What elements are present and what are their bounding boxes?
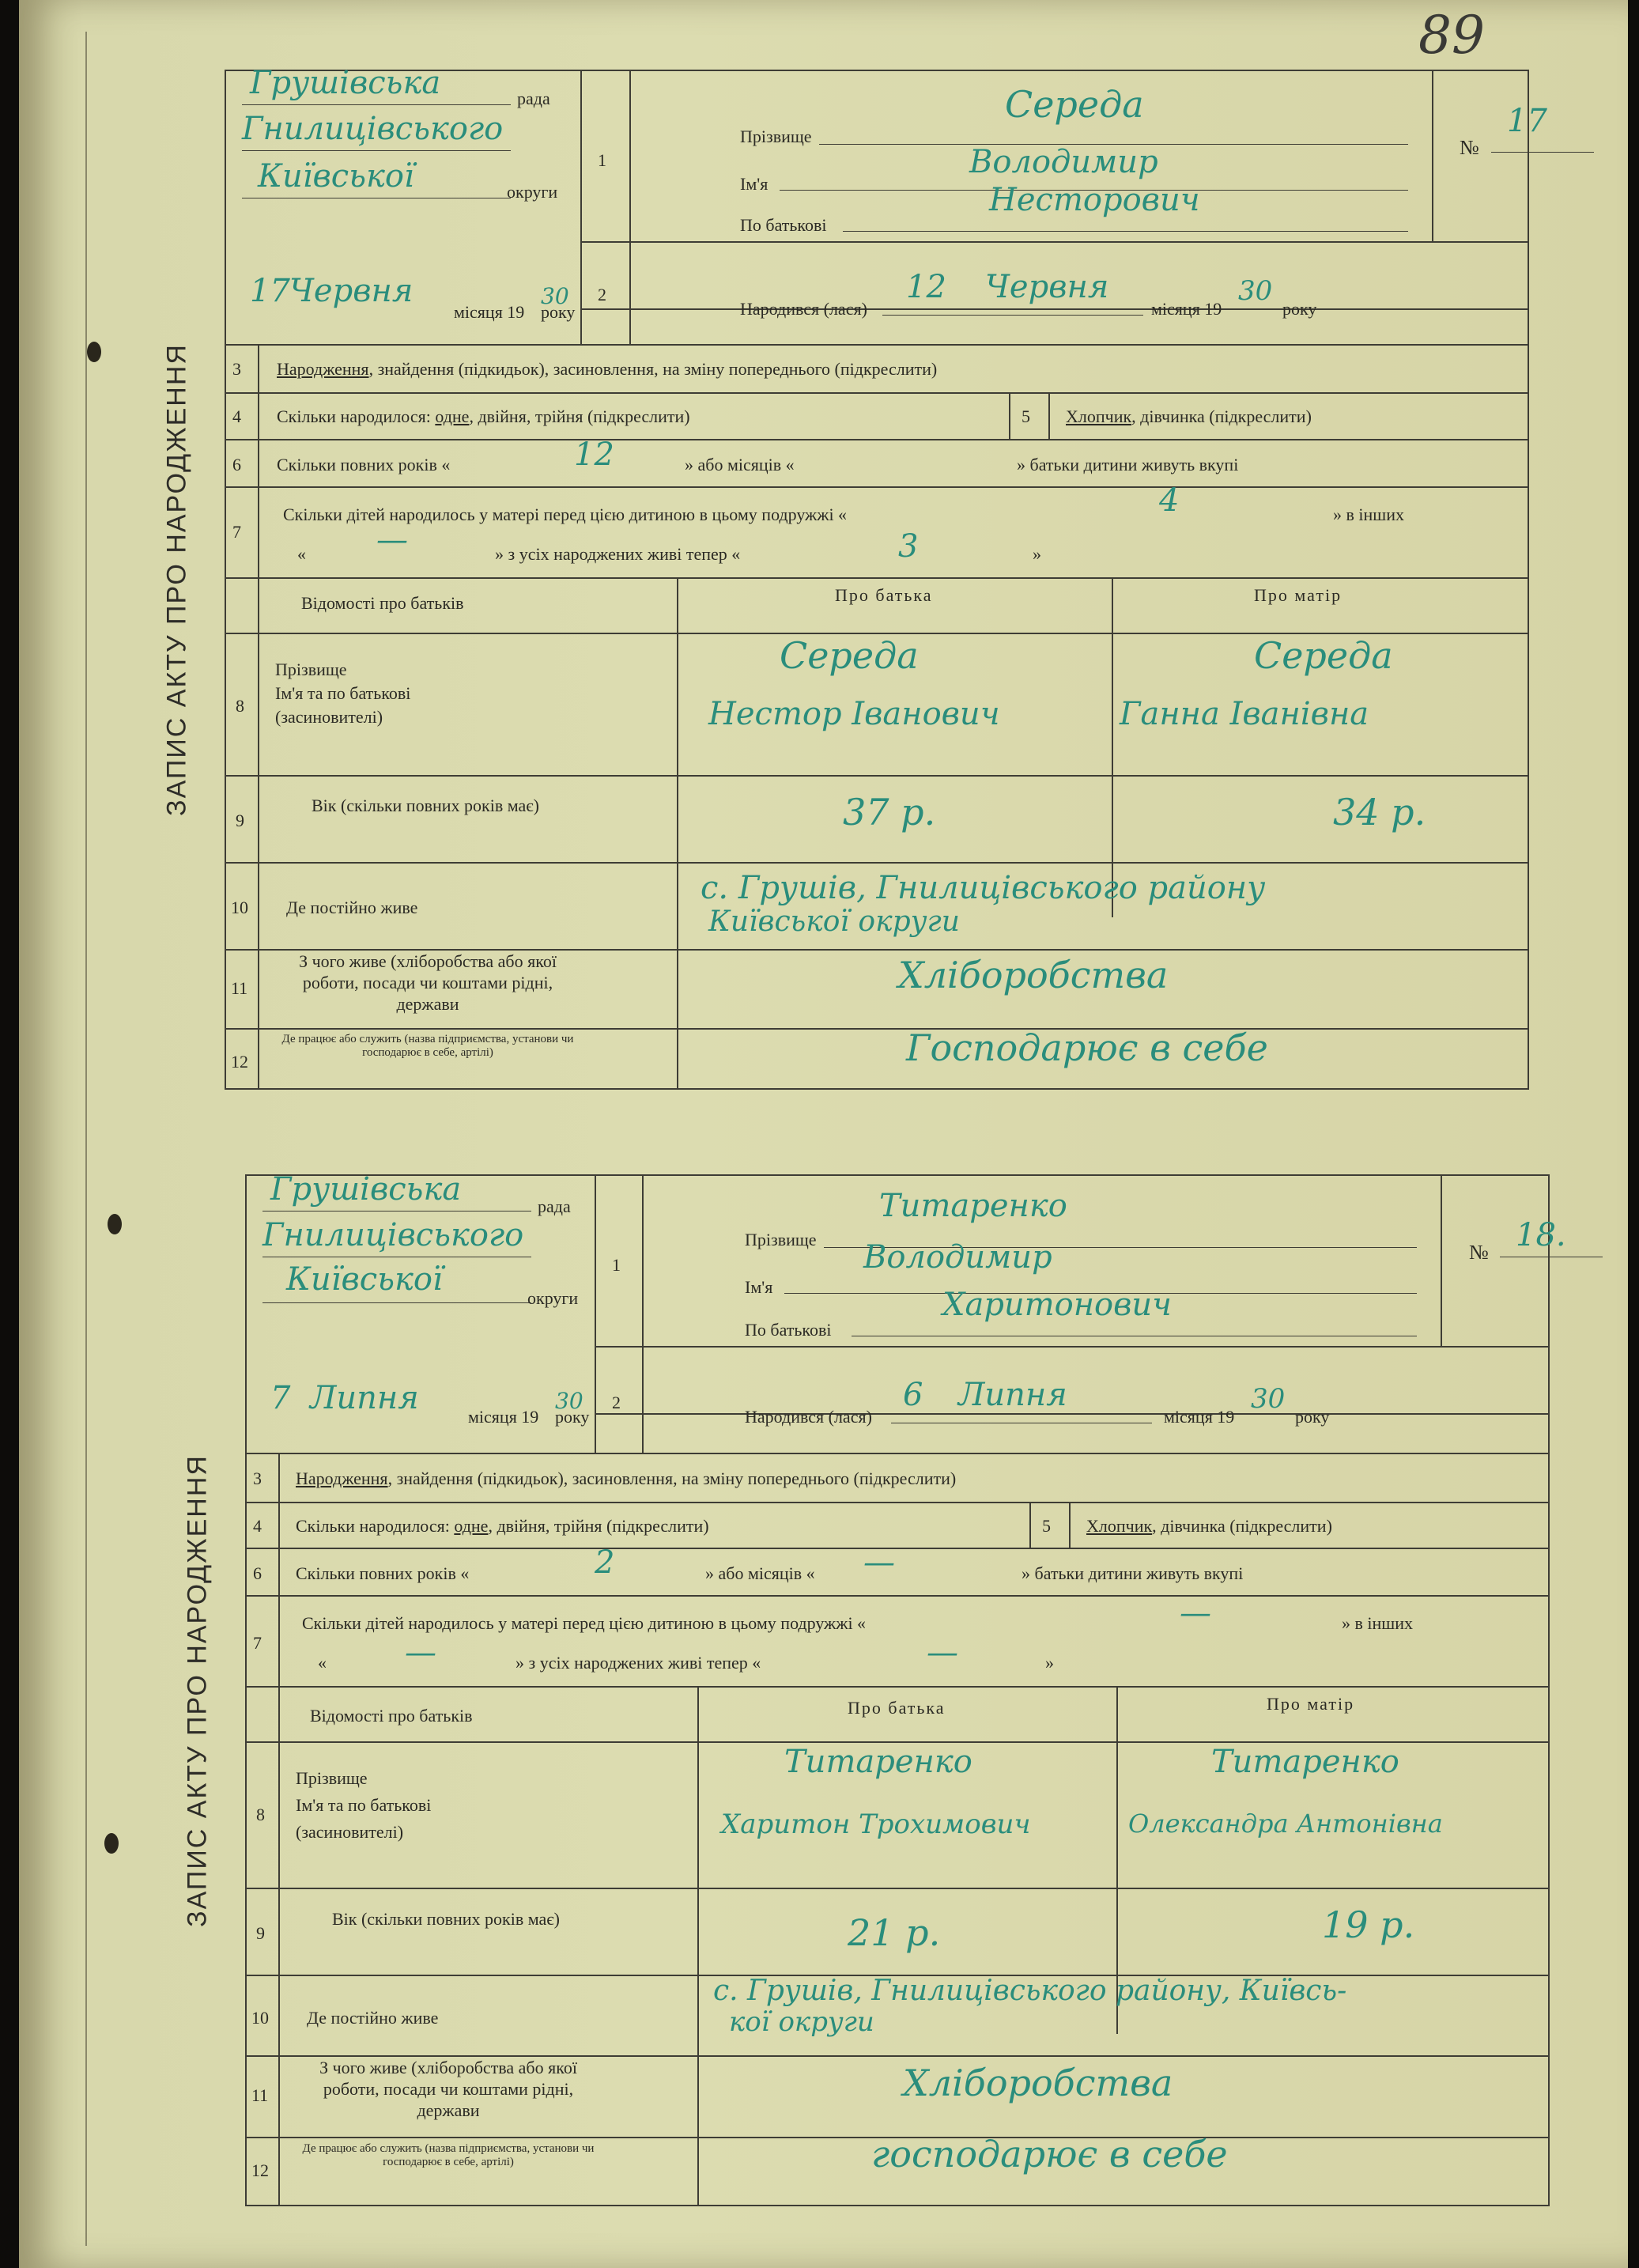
row3-text: Народження, знайдення (підкидьок), засиновлення, на зміну попереднього (підкреслити) [277,359,938,379]
row7-label-e: » [1033,544,1041,564]
workplace: господарює в себе [871,2133,1228,2175]
page-number: 89 [1418,5,1485,66]
record-form-grid: Грушівська рада Гнилицівського Київської округи 7 Липня місяця 19 30 року 1 2 Прізвище Титаренко Ім'я Володимир По батькові Харитонович № 18. Народився (лася) 6 Липня місяця 19 30 року 3 Народження, знайдення (підкидьок), засиновлення, на зміну попереднього (підкреслити) 4 Скільки народилося: одне, двійня, трійня (підкреслити) 5 Хлопчик, дівчинка (підкреслити) 6 Скільки повних років « 2 » або місяців « — » батьки дитини живуть вкупі 7 Скільки дітей народилось у матері перед цією дитиною в цьому подружжі « — » в інших « — » з усіх народжених живі тепер « — » Відомості про батьків Про батька Про матір 8 Прізвище Ім'я та по батькові (засиновителі) Титаренко Харитон Трохимович Титаренко Олександра Антонівна 9 Вік (скільки повних років має) 21 р. 19 р. 10 Де постійно живе с. Грушів, Гнилицівського району, Київсь- кої округи 11 З чого живе (хліборобства або якої роботи, посади чи коштами рідні, держави Хліборобства 12 Де працює або служить (назва підприємства, установи чи господарює в себе, артілі) господарює в себе [245,1174,1550,2206]
patronymic-label: По батькові [740,215,827,235]
years-together: 12 [574,437,614,473]
birth-day: 12 [906,269,946,305]
row7-label-c: « [297,544,306,564]
row7-label-a: Скільки дітей народилось у матері перед цією дитиною в цьому подружжі « [302,1613,867,1633]
patronymic-value: Харитонович [942,1287,1173,1323]
occupation: Хліборобства [898,954,1169,996]
surname-label: Прізвище [740,127,812,146]
mother-surname: Середа [1254,634,1393,677]
birth-month: Червня [985,269,1109,305]
children-before: — [1180,1595,1211,1631]
row8-label: Прізвище Ім'я та по батькові (засиновителі) [275,660,411,727]
name-value: Володимир [969,144,1158,180]
row6-label-b: » або місяців « [705,1563,815,1583]
row5-text: Хлопчик, дівчинка (підкреслити) [1086,1516,1332,1536]
row10-label: Де постійно живе [286,898,418,917]
row4-text: Скільки народилося: одне, двійня, трійня (підкреслити) [296,1516,709,1536]
father-age: 21 р. [848,1911,941,1954]
okruga-value: Київської [286,1261,443,1298]
children-before: 4 [1159,482,1180,519]
row9-label: Вік (скільки повних років має) [331,1909,561,1929]
rada-label: рада [538,1196,571,1216]
born-month-label: місяця 19 [1164,1407,1235,1427]
mother-age: 19 р. [1322,1903,1415,1946]
parents-header: Відомості про батьків [310,1706,473,1726]
surname-value: Середа [1005,83,1144,126]
row7-label-a: Скільки дітей народилось у матері перед цією дитиною в цьому подружжі « [283,505,848,524]
rayon-value: Гнилицівського [242,111,504,147]
registration-year: 30 [555,1388,583,1414]
row12-label: Де працює або служить (назва підприємства, установи чи господарює в себе, артілі) [302,2142,595,2168]
punch-hole [108,1214,122,1234]
record-form-grid: Грушівська рада Гнилицівського Київської округи 17 Червня місяця 19 30 року 1 2 Прізвище Середа Ім'я Володимир По батькові Несторович № 17 Народився (лася) 12 Червня місяця 19 30 року 3 Народження, знайдення (підкидьок), засиновлення, на зміну попереднього (підкреслити) 4 Скільки народилося: одне, двійня, трійня (підкреслити) 5 Хлопчик, дівчинка (підкреслити) 6 Скільки повних років « 12 » або місяців « » батьки дитини живуть вкупі 7 Скільки дітей народилось у матері перед цією дитиною в цьому подружжі « 4 » в інших « — » з усіх народжених живі тепер « 3 » Відомості про батьків Про батька Про матір 8 Прізвище Ім'я та по батькові (засиновителі) Середа Нестор Іванович Середа Ганна Іванівна 9 Вік (скільки повних років має) 37 р. 34 р. 10 Де постійно живе с. Грушів, Гнилицівського району Київської округи 11 З чого живе (хліборобства або якої роботи, посади чи коштами рідні, держави Хліборобства 12 Де працює або служить (назва підприємства, установи чи господарює в себе, артілі) Господарює в себе [225,70,1529,1090]
father-name: Нестор Іванович [708,696,1000,732]
row7-label-b: » в інших [1333,505,1404,524]
row6-label-b: » або місяців « [685,455,795,474]
born-label: Народився (лася) [745,1407,872,1427]
row8-label: Прізвище Ім'я та по батькові (засиновителі) [296,1768,432,1842]
children-other: — [376,522,408,558]
registration-month: Липня [310,1380,419,1416]
birth-record-1 [130,65,1547,1090]
residence-line-1: с. Грушів, Гнилицівського району [701,870,1266,906]
row4-text: Скільки народилося: одне, двійня, трійня (підкреслити) [277,406,690,426]
name-value: Володимир [863,1239,1052,1276]
born-year-label: року [1282,299,1317,319]
row3-text: Народження, знайдення (підкидьок), засиновлення, на зміну попереднього (підкреслити) [296,1469,957,1488]
born-label: Народився (лася) [740,299,867,319]
years-together: 2 [595,1544,615,1581]
row10-label: Де постійно живе [307,2008,439,2028]
father-header: Про батька [835,585,933,605]
okruga-label: округи [527,1288,579,1308]
mother-name: Олександра Антонівна [1128,1809,1443,1839]
months-together: — [863,1544,895,1581]
rada-value: Грушівська [250,65,441,101]
row7-label-b: » в інших [1342,1613,1413,1633]
registration-day: 7 [270,1380,291,1416]
record-side-title: ЗАПИС АКТУ ПРО НАРОДЖЕННЯ [150,1174,247,2206]
birth-day: 6 [903,1377,923,1413]
row7-label-d: » з усіх народжених живі тепер « [515,1653,761,1673]
occupation: Хліборобства [903,2062,1173,2104]
okruga-label: округи [507,182,558,202]
rayon-value: Гнилицівського [262,1217,524,1253]
mother-header: Про матір [1267,1694,1355,1714]
surname-value: Титаренко [879,1188,1067,1224]
row9-label: Вік (скільки повних років має) [311,796,540,815]
okruga-value: Київської [258,158,414,195]
mother-age: 34 р. [1333,791,1426,833]
row5-text: Хлопчик, дівчинка (підкреслити) [1066,406,1312,426]
record-number-label: № [1469,1241,1489,1264]
month-label: місяця 19 [468,1407,539,1427]
row7-label-e: » [1045,1653,1054,1673]
registration-month: Червня [289,273,414,309]
record-number-label: № [1460,136,1479,159]
month-label: місяця 19 [454,302,525,322]
row7-label-d: » з усіх народжених живі тепер « [495,544,741,564]
residence-line-1: с. Грушів, Гнилицівського району, Київсь- [713,1975,1347,2007]
row11-label: З чого живе (хліборобства або якої роботи, посади чи коштами рідні, держави [299,951,557,1014]
mother-header: Про матір [1254,585,1343,605]
row11-label: З чого живе (хліборобства або якої роботи, посади чи коштами рідні, держави [319,2058,577,2120]
binding-edge [85,32,87,2246]
mother-name: Ганна Іванівна [1120,696,1369,732]
year-label: року [555,1407,590,1427]
birth-record-2 [150,1171,1566,2206]
father-surname: Середа [780,634,919,677]
record-side-title: ЗАПИС АКТУ ПРО НАРОДЖЕННЯ [130,70,226,1090]
year-label: року [541,302,576,322]
row6-label-a: Скільки повних років « [277,455,451,474]
residence-line-2: Київської округи [708,905,960,938]
rada-value: Грушівська [270,1171,462,1208]
residence-line-2: кої округи [729,2006,874,2038]
row6-label-c: » батьки дитини живуть вкупі [1017,455,1239,474]
punch-hole [87,342,101,362]
row6-label-a: Скільки повних років « [296,1563,470,1583]
father-surname: Титаренко [784,1744,972,1780]
children-alive: 3 [898,528,919,565]
birth-month: Липня [958,1377,1067,1413]
row6-label-c: » батьки дитини живуть вкупі [1022,1563,1244,1583]
name-label: Ім'я [740,174,769,194]
born-year-label: року [1295,1407,1330,1427]
registration-day: 17 [250,273,290,309]
rada-label: рада [517,89,550,108]
father-name: Харитон Трохимович [721,1809,1031,1840]
record-number: 18. [1516,1217,1566,1253]
birth-year: 30 [1251,1383,1286,1415]
children-alive: — [927,1635,958,1671]
patronymic-value: Несторович [989,182,1200,218]
punch-hole [104,1833,119,1854]
registration-year: 30 [541,283,569,309]
record-number: 17 [1507,103,1547,139]
children-other: — [405,1635,436,1671]
surname-label: Прізвище [745,1230,817,1249]
row7-label-c: « [318,1653,327,1673]
document-page [19,0,1628,2268]
father-header: Про батька [848,1698,946,1718]
name-label: Ім'я [745,1277,773,1297]
birth-year: 30 [1238,275,1273,307]
patronymic-label: По батькові [745,1320,832,1340]
parents-header: Відомості про батьків [301,593,464,613]
mother-surname: Титаренко [1211,1744,1399,1780]
born-month-label: місяця 19 [1151,299,1222,319]
workplace: Господарює в себе [906,1026,1268,1069]
father-age: 37 р. [843,791,936,833]
row12-label: Де працює або служить (назва підприємства, установи чи господарює в себе, артілі) [281,1033,574,1059]
